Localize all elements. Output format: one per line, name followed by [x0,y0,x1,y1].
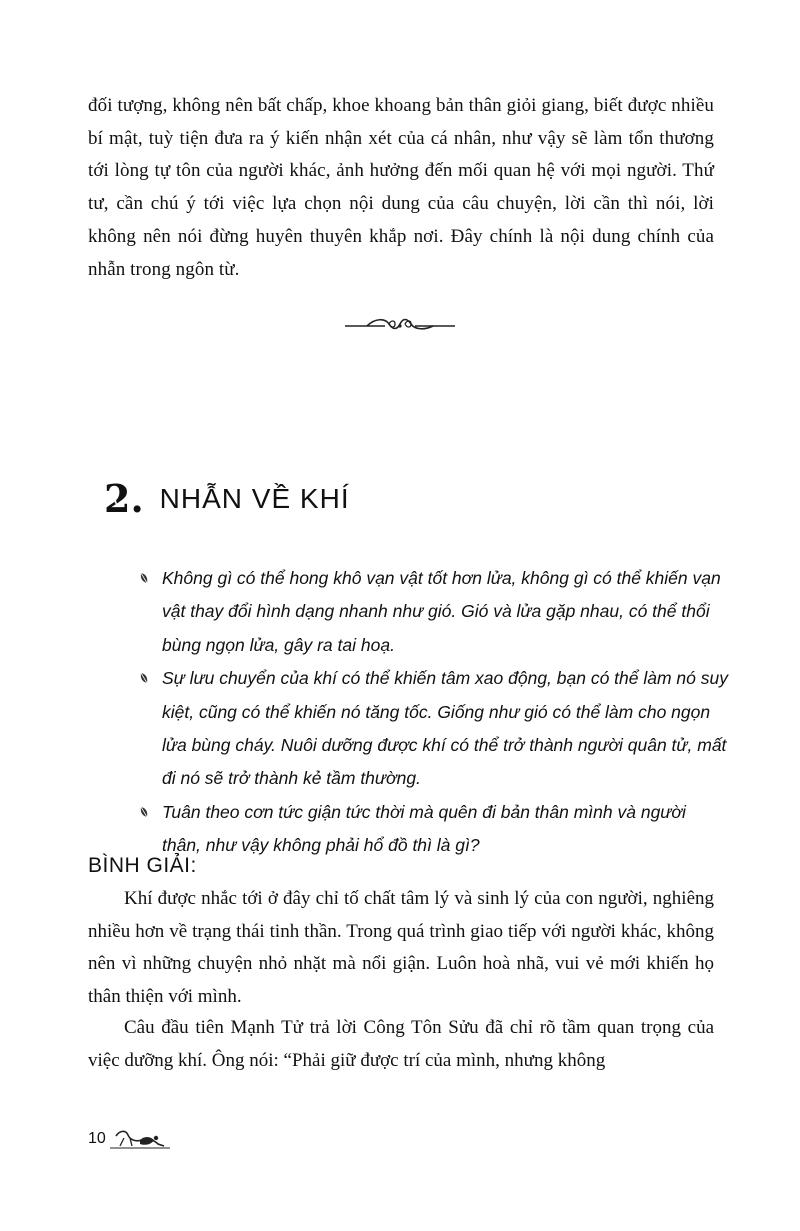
quote-text: Sự lưu chuyển của khí có thể khiến tâm xao động, bạn có thể làm nó suy kiệt, cũng có thể khiến nó tăng tốc. Giống như gió có thể làm cho ngọn lửa bùng cháy. Nuôi dưỡng được khí có thể trở thành người quân tử, mất đi nó sẽ trở thành kẻ tầm thường. [162,668,728,789]
running-figure-icon [110,1126,170,1152]
body-paragraph-intro: đối tượng, không nên bất chấp, khoe khoang bản thân giỏi giang, biết được nhiều bí mật, tuỳ tiện đưa ra ý kiến nhận xét của cá nhân, như vậy sẽ làm tổn thương tới lòng tự tôn của người khác, ảnh hưởng đến mối quan hệ với mọi người. Thứ tư, cần chú ý tới việc lựa chọn nội dung của câu chuyện, lời cần thì nói, lời không nên nói đừng huyên thuyên khắp nơi. Đây chính là nội dung chính của nhẫn trong ngôn từ. [88,95,714,280]
leaf-bullet-icon [138,571,150,585]
section-number: 2. [104,476,144,521]
commentary-paragraph-1: Khí được nhắc tới ở đây chỉ tố chất tâm lý và sinh lý của con người, nghiêng nhiều hơn về trạng thái tinh thần. Trong quá trình giao tiếp với người khác, không nên vì những chuyện nhỏ nhặt mà nổi giận. Luôn hoà nhã, vui vẻ mới khiến họ thân thiện với mình. [88,888,714,1008]
section-heading [104,474,350,524]
ornamental-divider-icon [345,314,455,336]
quote-item [138,662,728,796]
quote-text: Không gì có thể hong khô vạn vật tốt hơn lửa, không gì có thể khiến vạn vật thay đổi hình dạng nhanh như gió. Gió và lửa gặp nhau, có thể thổi bùng ngọn lửa, gây ra tai hoạ. [162,568,721,655]
section-title: NHẪN VỀ KHÍ [159,483,350,514]
page-number: 10 [88,1130,106,1147]
commentary-heading: BÌNH GIẢI: [88,854,197,877]
quote-item [138,796,728,863]
quote-text: Tuân theo cơn tức giận tức thời mà quên đi bản thân mình và người thân, như vậy không phải hổ đồ thì là gì? [162,801,686,856]
quote-list [138,562,728,863]
quote-item [138,562,728,662]
leaf-bullet-icon [138,671,150,685]
commentary-paragraph-2: Câu đầu tiên Mạnh Tử trả lời Công Tôn Sửu đã chỉ rõ tầm quan trọng của việc dưỡng khí. Ông nói: “Phải giữ được trí của mình, nhưng không [88,1017,714,1071]
page-footer [88,1124,170,1154]
leaf-bullet-icon [138,805,150,819]
